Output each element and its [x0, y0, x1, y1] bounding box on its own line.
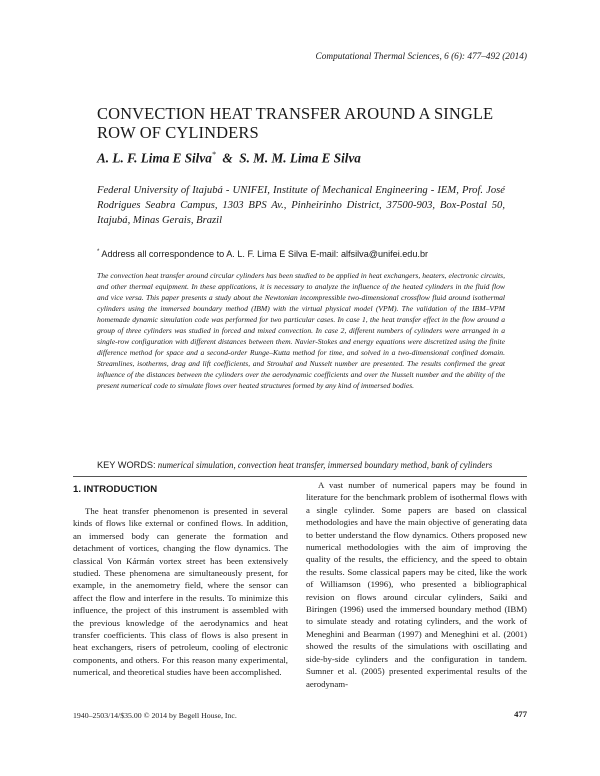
author-2: S. M. M. Lima E Silva: [239, 150, 361, 166]
keywords-list: numerical simulation, convection heat transfer, immersed boundary method, bank of cylinders: [157, 460, 493, 470]
author-list: [97, 150, 361, 166]
footer-copyright: 1940–2503/14/$35.00 © 2014 by Begell House, Inc.: [73, 711, 237, 720]
corresponding-author-mark: *: [211, 150, 216, 159]
article-title: CONVECTION HEAT TRANSFER AROUND A SINGLE ROW OF CYLINDERS: [97, 104, 494, 142]
keywords: [97, 459, 505, 472]
affiliation: Federal University of Itajubá - UNIFEI, Institute of Mechanical Engineering - IEM, Prof. José Rodrigues Seabra Campus, 1303 BPS Av., Pinheirinho District, 37500-903, Box-Postal 50, Itajubá, Minas Gerais, Brazil: [97, 185, 505, 226]
correspondence-note: [97, 249, 517, 259]
author-1: A. L. F. Lima E Silva: [97, 150, 212, 166]
page-number: 477: [514, 709, 527, 719]
section-heading: 1. INTRODUCTION: [73, 484, 158, 495]
keywords-label: KEY WORDS:: [97, 460, 156, 470]
author-separator: &: [222, 150, 233, 166]
body-column-right: A vast number of numerical papers may be found in literature for the benchmark problem of isothermal flows with a single cylinder. Some papers are based on classical methodologies and have the main objective of generating data to better understand the flow dynamics. Others proposed new numerical methodologies with the aim of improving the quality of the results, the efficiency, and the speed to obtain the results. Some classical papers may be cited, like the work of Williamson (1996), who presented a bibliographical revision on flows around circular cylinders, Saiki and Biringen (1996) used the immersed boundary method (IBM) to simulate steady and rotating cylinders, and the work of Meneghini and Bearman (1997) and Meneghini et al. (2001) showed the results of the simulations with oscillating and side-by-side cylinders and the configuration in tandem. Sumner et al. (2005) presented experimental results of the aerodynam-: [306, 480, 527, 689]
body-column-left: The heat transfer phenomenon is presented in several kinds of flows like external or confined flows. In addition, an immersed body can generate the formation and detachment of vortices, changing the flow dynamics. The classical Von Kármán vortex street has been extensively studied. These phenomena are simultaneously present, for example, in the anemometry field, where the sensor can affect the flow and interfere in the results. To minimize this influence, the project of this instrument is assembled with the previous knowledge of the aerodynamics and heat transfer coefficients. This class of flows is also present in heat exchangers, risers of petroleum, cooling of electronic components, and others. For this reason many experimental, numerical, and theoretical studies have been accomplished.: [73, 506, 288, 678]
journal-citation: Computational Thermal Sciences, 6 (6): 477–492 (2014): [315, 52, 527, 62]
abstract: The convection heat transfer around circular cylinders has been studied to be applied in heat exchangers, heaters, electronic circuits, and other thermal equipment. In these applications, it is necessary to analyze the influence of the heated cylinders in the fluid flow and vice versa. This paper presents a study about the Newtonian incompressible two-dimensional crossflow fluid around isothermal cylinders using the immersed boundary method (IBM) with the virtual physical model (VPM). The validation of the IBM–VPM homemade dynamic simulation code was performed for two particular cases. In case 1, the heat transfer effect in the flow around a group of three cylinders was studied in forced and mixed convection. In case 2, different numbers of cylinders were arranged in a single-row configuration with different distances between them. Navier-Stokes and energy equations were discretized using the finite difference method for space and a second-order Runge–Kutta method for time, and solved in a two-dimensional confined domain. Streamlines, isotherms, drag and lift coefficients, and Strouhal and Nusselt number are presented. The results confirmed the great influence of the distances between the cylinders over the aerodynamic coefficients and over the Nusselt number and the ability of the present numerical code to simulate flows over heated structures formed by any kind of immersed bodies.: [97, 271, 505, 391]
correspondence-mark: *: [97, 249, 100, 255]
correspondence-text: Address all correspondence to A. L. F. Lima E Silva E-mail: alfsilva@unifei.edu.br: [101, 249, 429, 260]
section-divider: [73, 476, 527, 477]
